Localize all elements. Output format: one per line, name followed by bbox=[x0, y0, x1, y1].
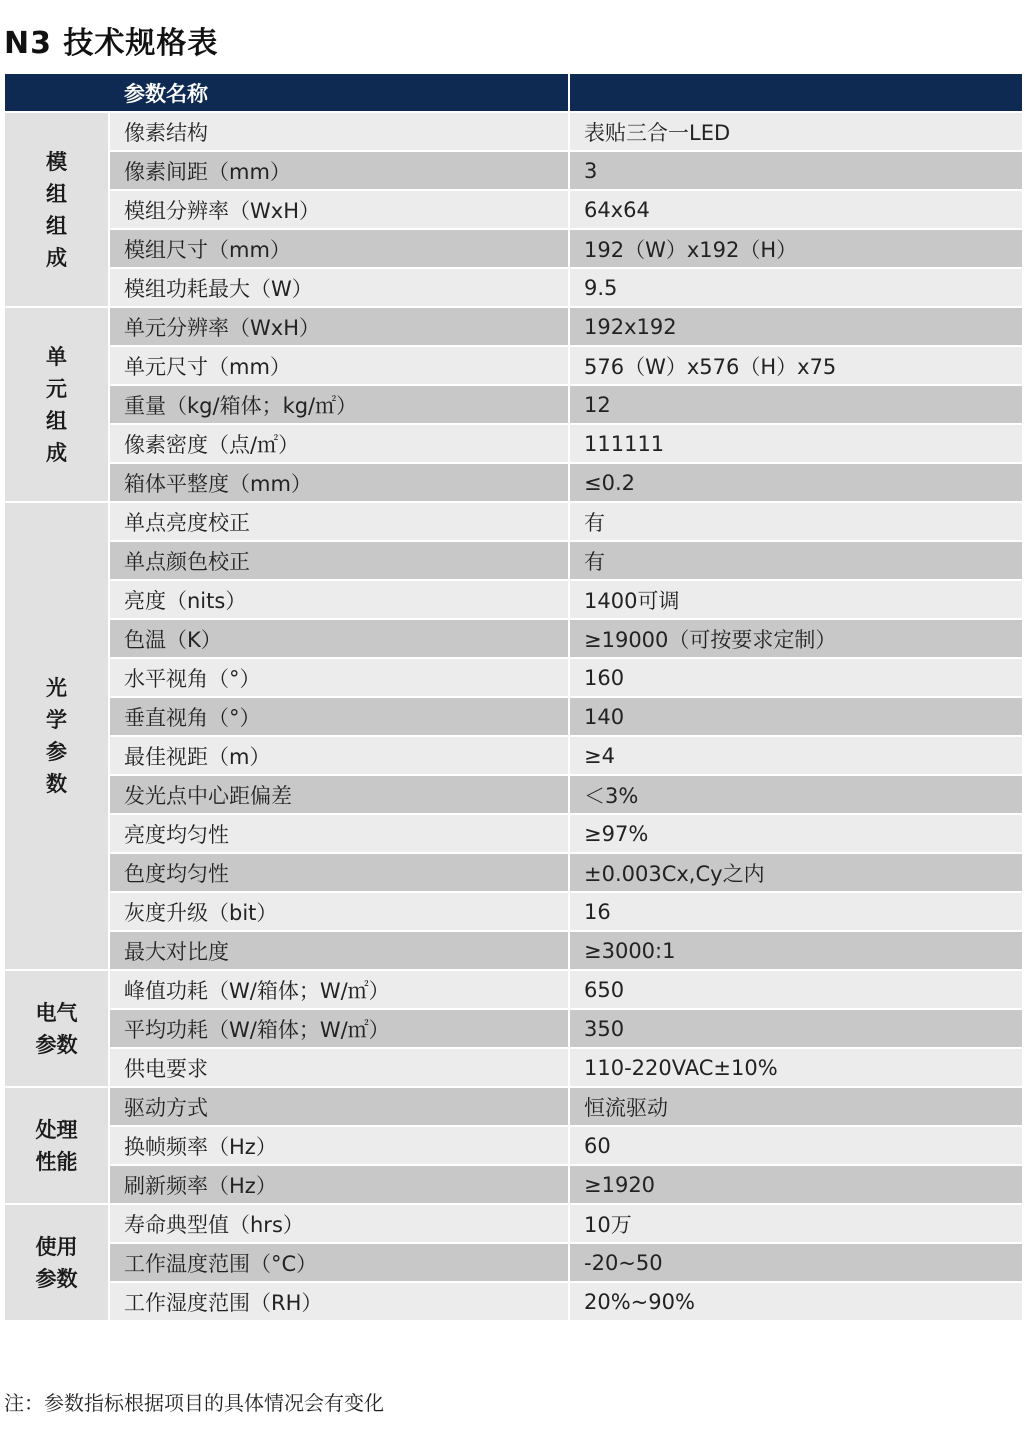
group-label-cell bbox=[4, 1087, 109, 1204]
table-row bbox=[4, 229, 1023, 268]
table-row bbox=[4, 1282, 1023, 1321]
param-value-cell: ≥19000（可按要求定制） bbox=[569, 619, 1023, 658]
table-row bbox=[4, 307, 1023, 346]
param-name-cell: 寿命典型值（hrs） bbox=[109, 1204, 569, 1243]
param-value-cell: 有 bbox=[569, 502, 1023, 541]
param-name-cell: 平均功耗（W/箱体；W/㎡） bbox=[109, 1009, 569, 1048]
table-row bbox=[4, 424, 1023, 463]
param-name-cell: 亮度均匀性 bbox=[109, 814, 569, 853]
table-row bbox=[4, 151, 1023, 190]
spec-table-body bbox=[4, 112, 1023, 1321]
table-row bbox=[4, 541, 1023, 580]
table-row bbox=[4, 268, 1023, 307]
table-row bbox=[4, 1243, 1023, 1282]
param-name-cell: 像素密度（点/㎡） bbox=[109, 424, 569, 463]
table-row bbox=[4, 1204, 1023, 1243]
group-label-cell bbox=[4, 502, 109, 970]
table-row bbox=[4, 736, 1023, 775]
table-header-row bbox=[4, 73, 1023, 112]
param-name-cell: 亮度（nits） bbox=[109, 580, 569, 619]
table-row bbox=[4, 112, 1023, 151]
param-value-cell: 3 bbox=[569, 151, 1023, 190]
table-row bbox=[4, 1165, 1023, 1204]
param-value-cell: 111111 bbox=[569, 424, 1023, 463]
table-row bbox=[4, 1087, 1023, 1126]
param-value-cell: 192x192 bbox=[569, 307, 1023, 346]
param-name-cell: 单点亮度校正 bbox=[109, 502, 569, 541]
param-name-cell: 驱动方式 bbox=[109, 1087, 569, 1126]
param-name-cell: 模组分辨率（WxH） bbox=[109, 190, 569, 229]
param-name-cell: 模组功耗最大（W） bbox=[109, 268, 569, 307]
group-label-cell bbox=[4, 1204, 109, 1321]
param-value-cell: 9.5 bbox=[569, 268, 1023, 307]
group-label: 处理性能 bbox=[35, 1117, 78, 1174]
param-name-cell: 供电要求 bbox=[109, 1048, 569, 1087]
table-row bbox=[4, 502, 1023, 541]
header-value bbox=[569, 73, 1023, 112]
table-row bbox=[4, 814, 1023, 853]
table-row bbox=[4, 463, 1023, 502]
param-name-cell: 色度均匀性 bbox=[109, 853, 569, 892]
header-param-name bbox=[4, 73, 569, 112]
group-label-cell bbox=[4, 970, 109, 1087]
table-row bbox=[4, 931, 1023, 970]
param-name-cell: 最佳视距（m） bbox=[109, 736, 569, 775]
param-value-cell: 650 bbox=[569, 970, 1023, 1009]
param-name-cell: 刷新频率（Hz） bbox=[109, 1165, 569, 1204]
param-name-cell: 模组尺寸（mm） bbox=[109, 229, 569, 268]
param-name-cell: 发光点中心距偏差 bbox=[109, 775, 569, 814]
page-title: N3 技术规格表 bbox=[4, 26, 219, 61]
param-value-cell: 64x64 bbox=[569, 190, 1023, 229]
param-value-cell: 恒流驱动 bbox=[569, 1087, 1023, 1126]
param-value-cell: 20%~90% bbox=[569, 1282, 1023, 1321]
param-value-cell: 10万 bbox=[569, 1204, 1023, 1243]
param-name-cell: 垂直视角（°） bbox=[109, 697, 569, 736]
param-value-cell: ≥4 bbox=[569, 736, 1023, 775]
param-value-cell: 160 bbox=[569, 658, 1023, 697]
group-label: 光学参数 bbox=[46, 676, 67, 796]
param-name-cell: 像素间距（mm） bbox=[109, 151, 569, 190]
table-row bbox=[4, 346, 1023, 385]
table-row bbox=[4, 697, 1023, 736]
group-label-cell bbox=[4, 112, 109, 307]
table-row bbox=[4, 853, 1023, 892]
group-label: 单元组成 bbox=[46, 344, 67, 465]
param-value-cell: ≤0.2 bbox=[569, 463, 1023, 502]
table-row bbox=[4, 1009, 1023, 1048]
param-name-cell: 峰值功耗（W/箱体；W/㎡） bbox=[109, 970, 569, 1009]
param-name-cell: 单元尺寸（mm） bbox=[109, 346, 569, 385]
param-value-cell: ＜3% bbox=[569, 775, 1023, 814]
param-name-cell: 重量（kg/箱体；kg/㎡） bbox=[109, 385, 569, 424]
table-row bbox=[4, 892, 1023, 931]
param-name-cell: 像素结构 bbox=[109, 112, 569, 151]
table-row bbox=[4, 658, 1023, 697]
param-value-cell: -20~50 bbox=[569, 1243, 1023, 1282]
table-row bbox=[4, 580, 1023, 619]
param-value-cell: 16 bbox=[569, 892, 1023, 931]
param-name-cell: 工作温度范围（°C） bbox=[109, 1243, 569, 1282]
param-value-cell: ≥1920 bbox=[569, 1165, 1023, 1204]
table-row bbox=[4, 619, 1023, 658]
param-value-cell: 576（W）x576（H）x75 bbox=[569, 346, 1023, 385]
param-name-cell: 最大对比度 bbox=[109, 931, 569, 970]
param-value-cell: 1400可调 bbox=[569, 580, 1023, 619]
param-value-cell: 12 bbox=[569, 385, 1023, 424]
param-name-cell: 水平视角（°） bbox=[109, 658, 569, 697]
param-value-cell: 60 bbox=[569, 1126, 1023, 1165]
param-name-cell: 灰度升级（bit） bbox=[109, 892, 569, 931]
param-value-cell: ±0.003Cx,Cy之内 bbox=[569, 853, 1023, 892]
table-row bbox=[4, 970, 1023, 1009]
param-value-cell: 192（W）x192（H） bbox=[569, 229, 1023, 268]
group-label-cell bbox=[4, 307, 109, 502]
group-label: 模组组成 bbox=[46, 149, 67, 270]
table-row bbox=[4, 1126, 1023, 1165]
spec-table bbox=[3, 72, 1024, 1322]
param-value-cell: 140 bbox=[569, 697, 1023, 736]
param-value-cell: 表贴三合一LED bbox=[569, 112, 1023, 151]
param-name-cell: 色温（K） bbox=[109, 619, 569, 658]
table-row bbox=[4, 190, 1023, 229]
param-value-cell: ≥97% bbox=[569, 814, 1023, 853]
table-row bbox=[4, 1048, 1023, 1087]
param-name-cell: 工作湿度范围（RH） bbox=[109, 1282, 569, 1321]
param-value-cell: ≥3000:1 bbox=[569, 931, 1023, 970]
param-name-cell: 箱体平整度（mm） bbox=[109, 463, 569, 502]
group-label: 电气参数 bbox=[35, 1000, 78, 1057]
param-value-cell: 350 bbox=[569, 1009, 1023, 1048]
header-param-label: 参数名称 bbox=[124, 81, 208, 106]
param-value-cell: 110-220VAC±10% bbox=[569, 1048, 1023, 1087]
param-name-cell: 单元分辨率（WxH） bbox=[109, 307, 569, 346]
param-name-cell: 单点颜色校正 bbox=[109, 541, 569, 580]
param-name-cell: 换帧频率（Hz） bbox=[109, 1126, 569, 1165]
group-label: 使用参数 bbox=[35, 1234, 78, 1291]
param-value-cell: 有 bbox=[569, 541, 1023, 580]
footnote: 注：参数指标根据项目的具体情况会有变化 bbox=[4, 1391, 384, 1415]
table-row bbox=[4, 775, 1023, 814]
table-row bbox=[4, 385, 1023, 424]
